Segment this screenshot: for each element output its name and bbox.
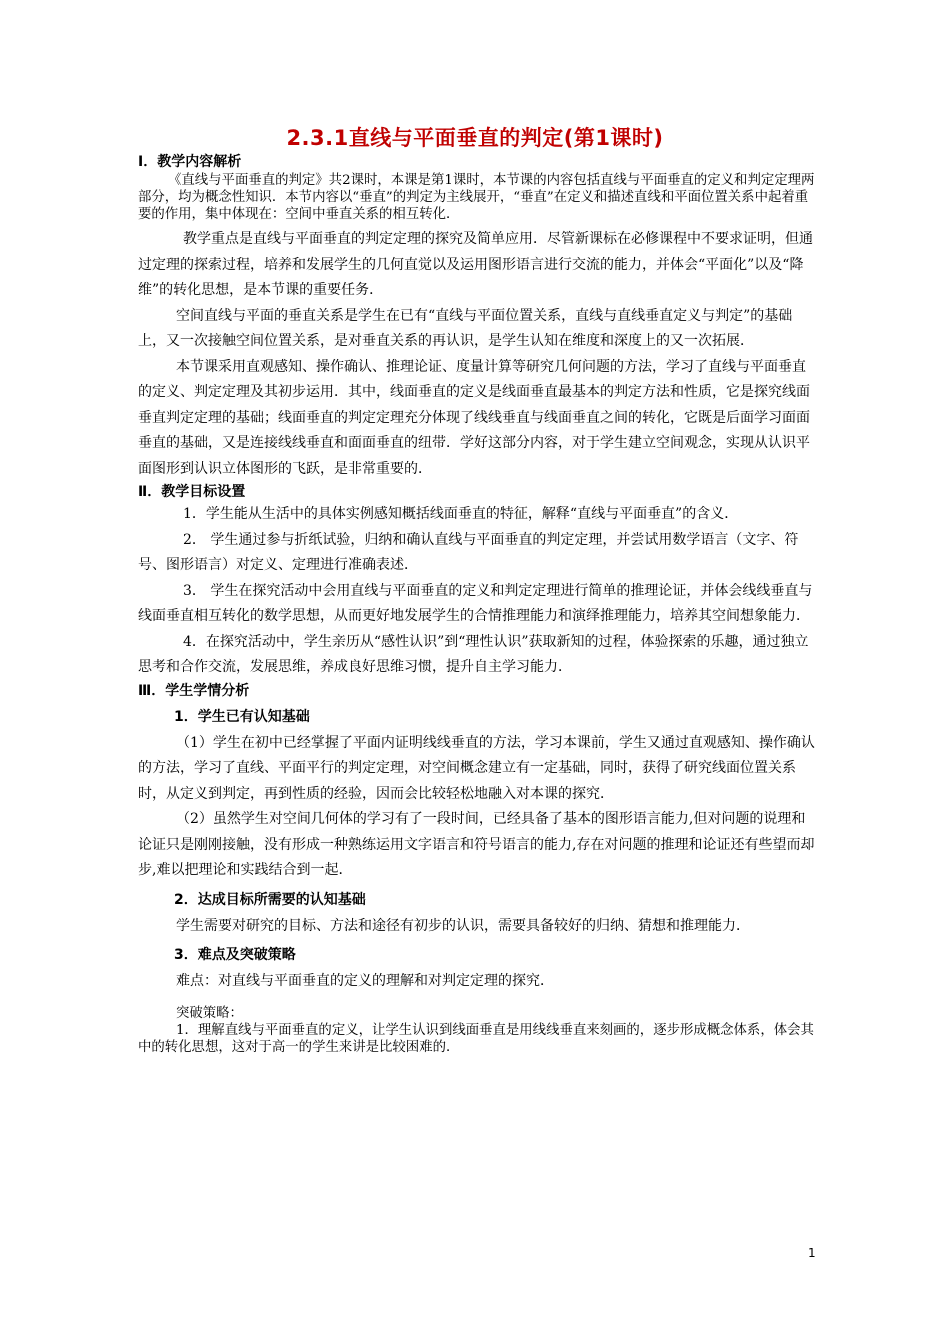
subheading: 2．达成目标所需要的认知基础: [174, 891, 366, 908]
paragraph: 突破策略：: [176, 1005, 243, 1021]
section-heading-content-analysis: Ⅰ．教学内容解析: [138, 154, 242, 170]
goal-item: 4．在探究活动中，学生亲历从“感性认识”到“理性认识”获取新知的过程，体验探索的乐趣，通过独立思考和合作交流，发展思维，养成良好思维习惯，提升自主学习能力．: [138, 633, 809, 675]
paragraph: 学生需要对研究的目标、方法和途径有初步的认识，需要具备较好的归纳、猜想和推理能力．: [176, 917, 750, 934]
page-number: 1: [808, 1246, 816, 1260]
subheading: 1．学生已有认知基础: [174, 708, 310, 725]
section-heading-student-analysis: Ⅲ．学生学情分析: [138, 682, 250, 699]
subheading: 3．难点及突破策略: [174, 947, 296, 963]
section-heading-teaching-goals: Ⅱ．教学目标设置: [138, 484, 246, 500]
paragraph: 本节课采用直观感知、操作确认、推理论证、度量计算等研究几何问题的方法，学习了直线与平面垂直的定义、判定定理及其初步运用．其中，线面垂直的定义是线面垂直最基本的判定方法和性质，它是探究线面垂直判定定理的基础；线面垂直的判定定理充分体现了线线垂直与线面垂直之间的转化，它既是后面学习面面垂直的基础，又是连接线线垂直和面面垂直的纽带．学好这部分内容，对于学生建立空间观念，实现从认识平面图形到认识立体图形的飞跃，是非常重要的．: [138, 358, 810, 477]
paragraph: 《直线与平面垂直的判定》共2课时，本课是第1课时，本节课的内容包括直线与平面垂直的定义和判定定理两部分，均为概念性知识．本节内容以“垂直”的判定为主线展开，“垂直”在定义和描述直线和平面位置关系中起着重要的作用，集中体现在：空间中垂直关系的相互转化．: [138, 173, 815, 222]
paragraph: （2）虽然学生对空间几何体的学习有了一段时间，已经具备了基本的图形语言能力,但对问题的说理和论证只是刚刚接触，没有形成一种熟练运用文字语言和符号语言的能力,存在对问题的推理和论证还有些望而却步,难以把理论和实践结合到一起．: [138, 811, 815, 878]
paragraph: 空间直线与平面的垂直关系是学生在已有“直线与平面位置关系，直线与直线垂直定义与判定”的基础上，又一次接触空间位置关系，是对垂直关系的再认识，是学生认知在维度和深度上的又一次拓展．: [138, 307, 793, 349]
paragraph: 难点：对直线与平面垂直的定义的理解和对判定定理的探究．: [176, 973, 554, 989]
paragraph: 1．理解直线与平面垂直的定义，让学生认识到线面垂直是用线线垂直来刻画的，逐步形成概念体系，体会其中的转化思想，这对于高一的学生来讲是比较困难的．: [138, 1022, 814, 1055]
document-body: [138, 152, 818, 1056]
paragraph: 教学重点是直线与平面垂直的判定定理的探究及简单应用．尽管新课标在必修课程中不要求证明，但通过定理的探索过程，培养和发展学生的几何直觉以及运用图形语言进行交流的能力，并体会“平面化”以及“降维”的转化思想，是本节课的重要任务．: [138, 231, 813, 298]
goal-item: 1．学生能从生活中的具体实例感知概括线面垂直的特征，解释“直线与平面垂直”的含义．: [183, 506, 739, 522]
goal-item: 2． 学生通过参与折纸试验，归纳和确认直线与平面垂直的判定定理，并尝试用数学语言（文字、符号、图形语言）对定义、定理进行准确表述．: [138, 531, 799, 573]
goal-item: 3． 学生在探究活动中会用直线与平面垂直的定义和判定定理进行简单的推理论证，并体会线线垂直与线面垂直相互转化的数学思想，从而更好地发展学生的合情推理能力和演绎推理能力，培养其空间想象能力．: [138, 582, 813, 624]
document-title: 2.3.1直线与平面垂直的判定(第1课时): [286, 126, 664, 150]
paragraph: （1）学生在初中已经掌握了平面内证明线线垂直的方法，学习本课前，学生又通过直观感知、操作确认的方法，学习了直线、平面平行的判定定理，对空间概念建立有一定基础，同时，获得了研究线面位置关系时，从定义到判定，再到性质的经验，因而会比较轻松地融入对本课的探究．: [138, 734, 815, 802]
